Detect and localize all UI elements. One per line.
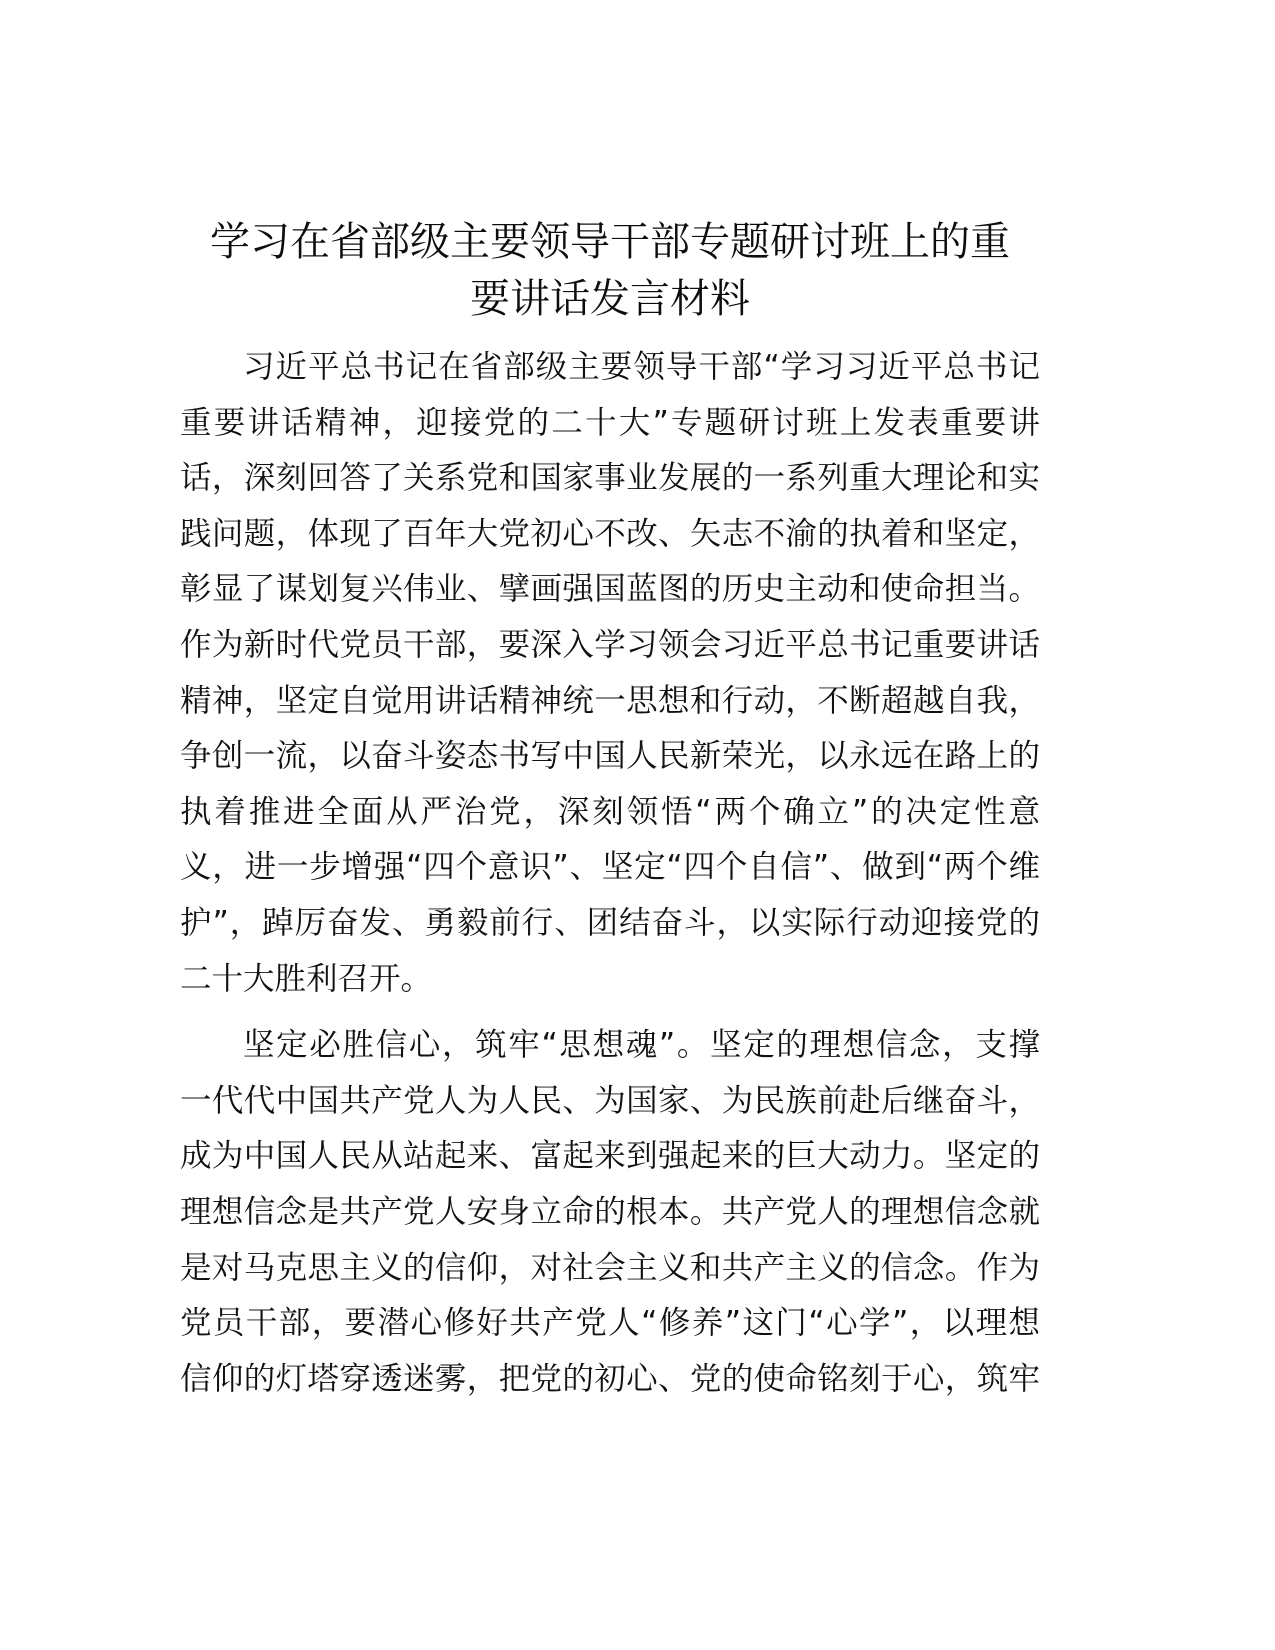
paragraph-line: 一代代中国共产党人为人民、为国家、为民族前赴后继奋斗， <box>180 1082 1040 1119</box>
paragraph-line: 成为中国人民从站起来、富起来到强起来的巨大动力。坚定的 <box>180 1138 1040 1175</box>
paragraph-line: 二十大胜利召开。 <box>180 960 433 997</box>
document-title <box>180 214 1040 328</box>
title-line-1: 学习在省部级主要领导干部专题研讨班上的重 <box>210 219 1010 265</box>
paragraph-line: 信仰的灯塔穿透迷雾，把党的初心、党的使命铭刻于心，筑牢 <box>180 1360 1040 1397</box>
paragraph-line: 护”，踔厉奋发、勇毅前行、团结奋斗，以实际行动迎接党的 <box>180 904 1040 941</box>
paragraph-line: 作为新时代党员干部，要深入学习领会习近平总书记重要讲话 <box>180 626 1040 663</box>
paragraph-line: 争创一流，以奋斗姿态书写中国人民新荣光，以永远在路上的 <box>180 738 1040 775</box>
document-body <box>180 340 1040 1407</box>
paragraph-line: 践问题，体现了百年大党初心不改、矢志不渝的执着和坚定， <box>180 515 1040 552</box>
paragraph-line: 坚定必胜信心，筑牢“思想魂”。坚定的理想信念，支撑 <box>243 1027 1040 1064</box>
paragraph-2 <box>180 1018 1040 1407</box>
paragraph-line: 重要讲话精神，迎接党的二十大”专题研讨班上发表重要讲 <box>180 404 1040 441</box>
paragraph-line: 执着推进全面从严治党，深刻领悟“两个确立”的决定性意 <box>180 793 1040 830</box>
paragraph-line: 义，进一步增强“四个意识”、坚定“四个自信”、做到“两个维 <box>180 849 1040 886</box>
paragraph-line: 理想信念是共产党人安身立命的根本。共产党人的理想信念就 <box>180 1193 1040 1230</box>
paragraph-line: 是对马克思主义的信仰，对社会主义和共产主义的信念。作为 <box>180 1249 1040 1286</box>
paragraph-1 <box>180 340 1040 1007</box>
title-line-2: 要讲话发言材料 <box>470 276 750 322</box>
paragraph-line: 话，深刻回答了关系党和国家事业发展的一系列重大理论和实 <box>180 460 1040 497</box>
paragraph-line: 精神，坚定自觉用讲话精神统一思想和行动，不断超越自我， <box>180 682 1040 719</box>
paragraph-line: 习近平总书记在省部级主要领导干部“学习习近平总书记 <box>243 349 1040 385</box>
paragraph-line: 党员干部，要潜心修好共产党人“修养”这门“心学”，以理想 <box>180 1305 1040 1342</box>
paragraph-line: 彰显了谋划复兴伟业、擘画强国蓝图的历史主动和使命担当。 <box>180 571 1040 608</box>
